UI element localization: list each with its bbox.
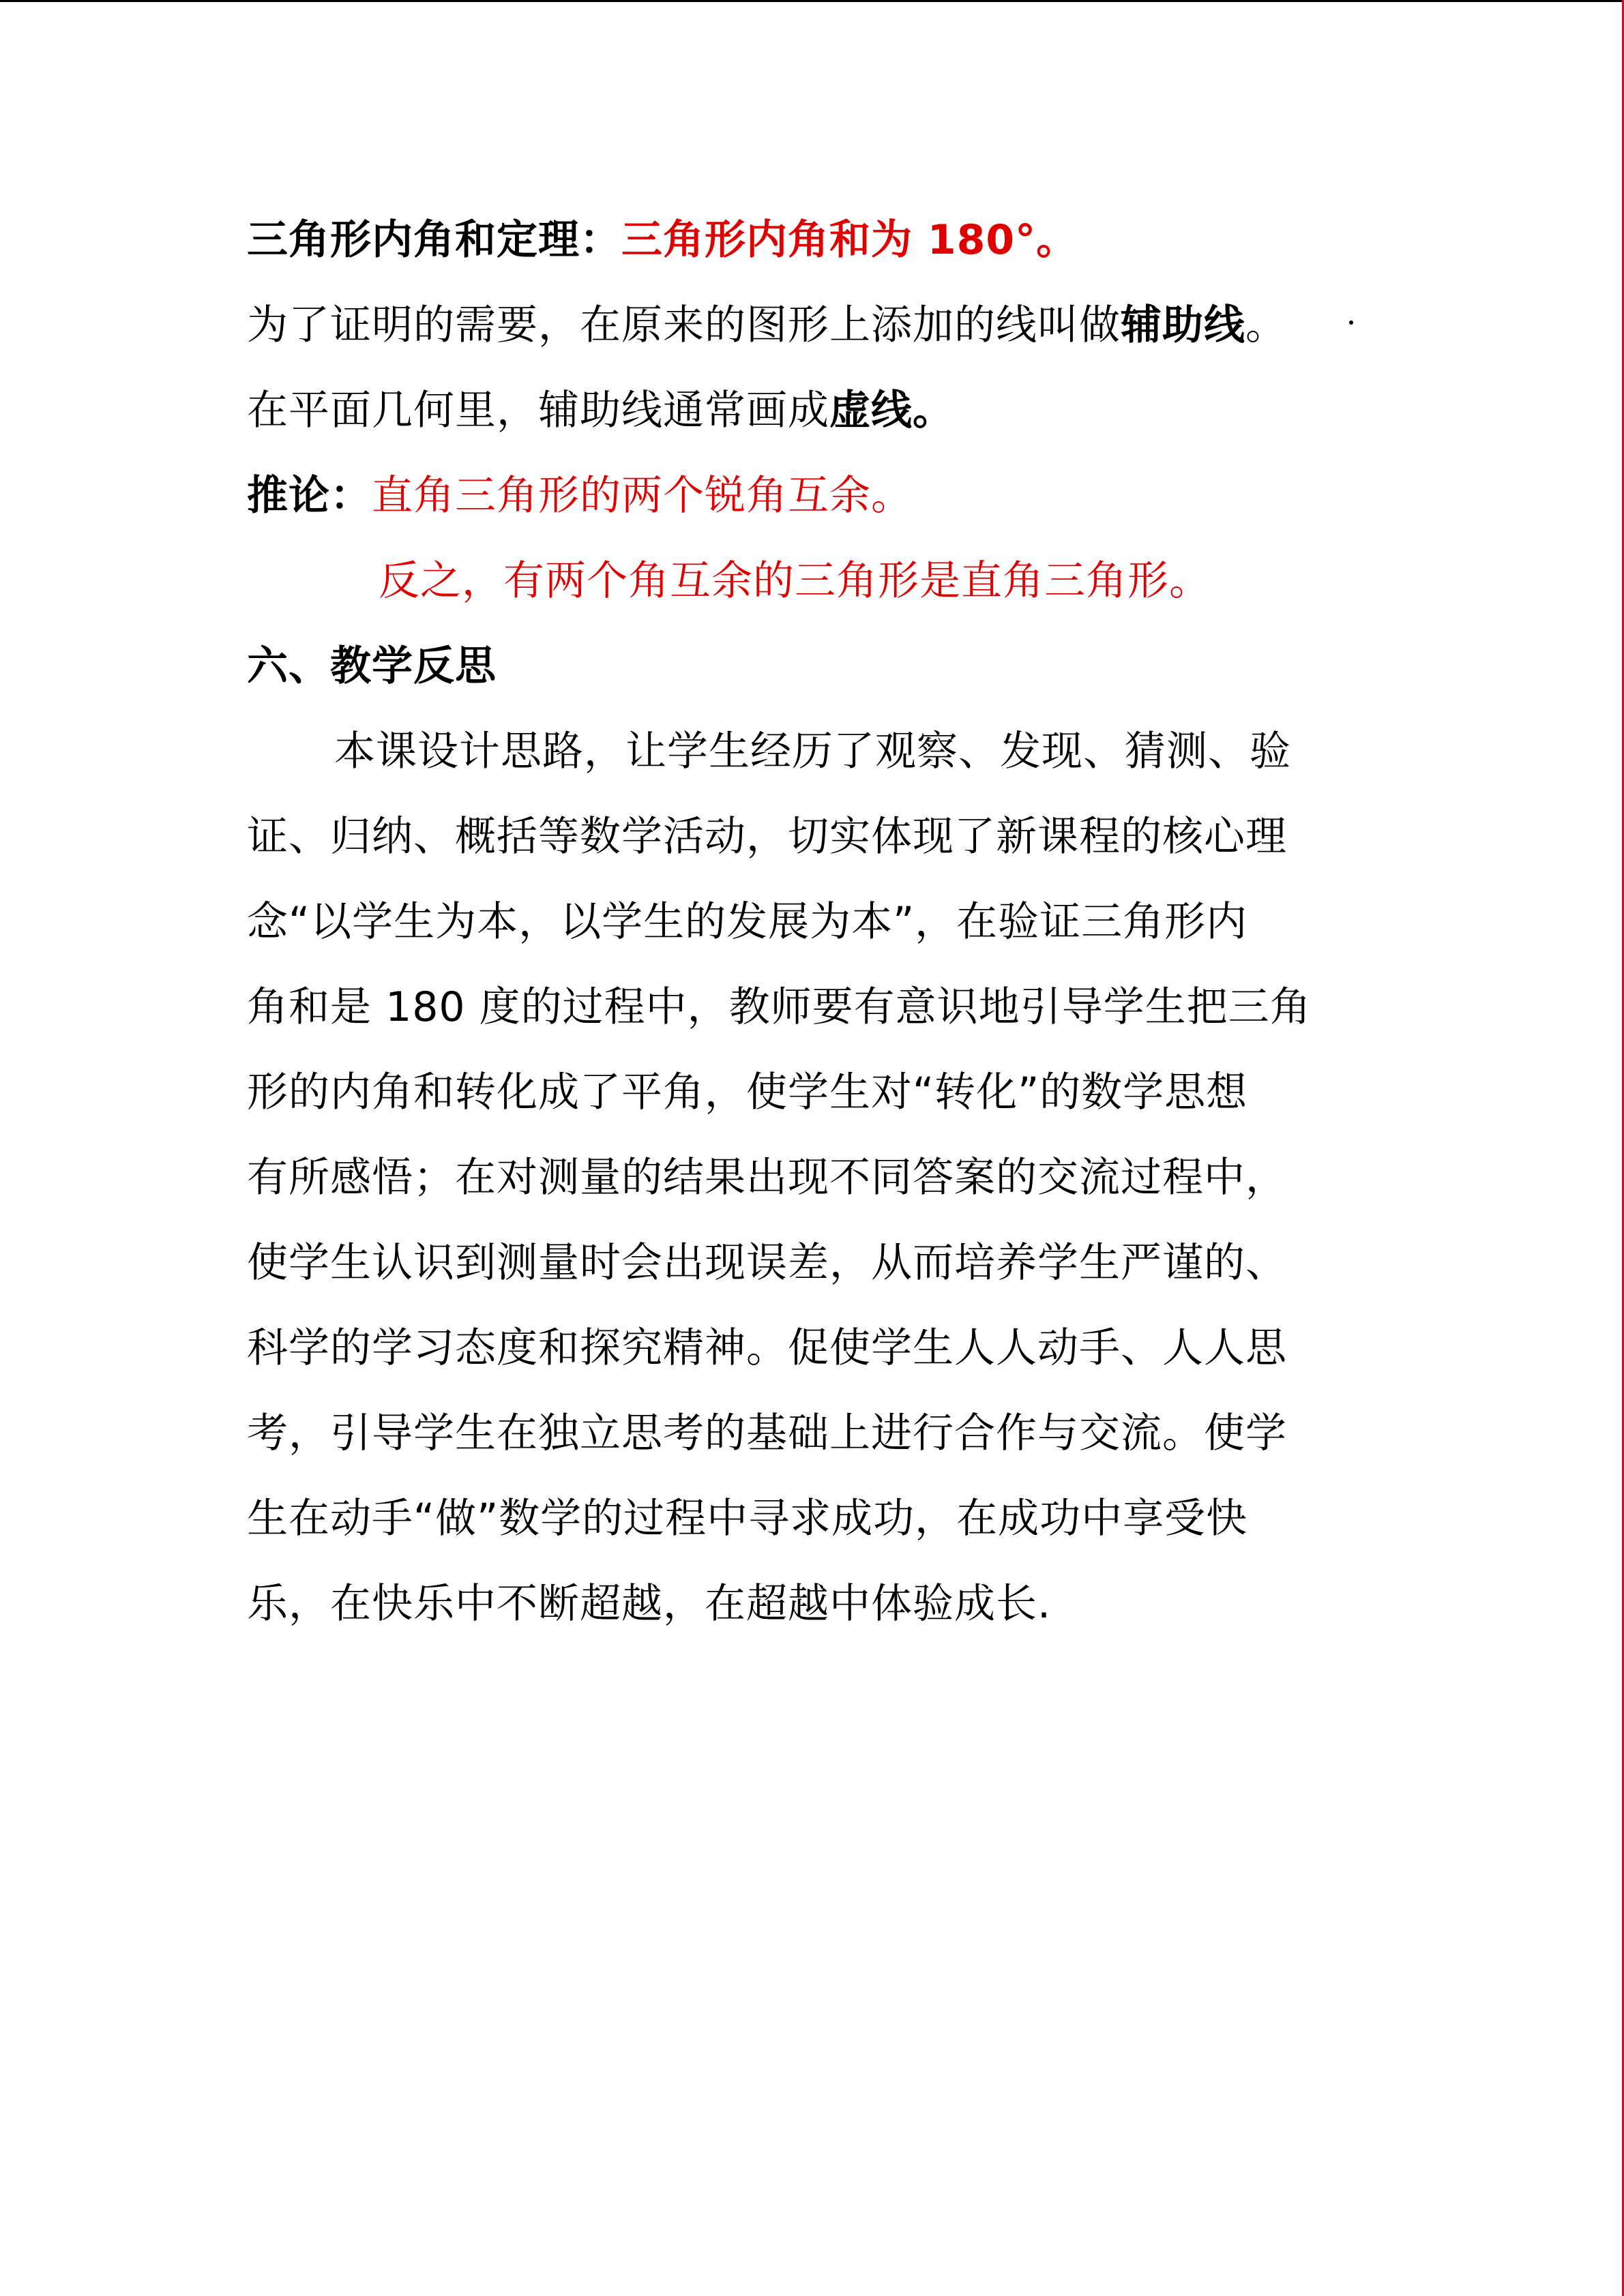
auxiliary-definition-end: 。 — [1245, 301, 1287, 349]
reflection-line: 科学的学习态度和探究精神。促使学生人人动手、人人思 — [247, 1324, 1287, 1372]
document-page — [247, 198, 1345, 1647]
reflection-line: 有所感悟；在对测量的结果出现不同答案的交流过程中， — [247, 1154, 1287, 1202]
page-top-border — [0, 0, 1624, 2]
corollary-statement: 直角三角形的两个锐角互余。 — [372, 472, 913, 520]
reflection-line: 念“以学生为本，以学生的发展为本”，在验证三角形内 — [247, 898, 1248, 946]
corollary-line — [247, 453, 1345, 539]
reflection-line: 形的内角和转化成了平角，使学生对“转化”的数学思想 — [247, 1069, 1248, 1116]
reflection-line: 乐，在快乐中不断超越，在超越中体验成长. — [247, 1580, 1052, 1628]
reflection-line: 证、归纳、概括等数学活动，切实体现了新课程的核心理 — [247, 813, 1287, 861]
reflection-line: 考，引导学生在独立思考的基础上进行合作与交流。使学 — [247, 1410, 1287, 1457]
section-heading: 六、教学反思 — [247, 642, 497, 690]
theorem-line — [247, 198, 1345, 283]
auxiliary-line-drawing — [247, 368, 1345, 453]
reflection-line: 生在动手“做”数学的过程中寻求成功，在成功中享受快 — [247, 1495, 1248, 1542]
corollary-converse: 反之，有两个角互余的三角形是直角三角形。 — [379, 557, 1211, 605]
theorem-statement: 三角形内角和为 180°。 — [621, 216, 1078, 264]
reflection-line: 使学生认识到测量时会出现误差，从而培养学生严谨的、 — [247, 1239, 1287, 1287]
stray-dot-mark — [1349, 320, 1353, 325]
reflection-line: 本课设计思路，让学生经历了观察、发现、猜测、验 — [334, 728, 1291, 775]
reflection-line: 角和是 180 度的过程中，教师要有意识地引导学生把三角 — [247, 983, 1312, 1031]
auxiliary-term: 辅助线 — [1121, 301, 1245, 349]
corollary-label: 推论： — [247, 472, 372, 520]
auxiliary-drawing-text: 在平面几何里，辅助线通常画成 — [247, 387, 829, 434]
theorem-label: 三角形内角和定理： — [247, 216, 621, 264]
auxiliary-line-definition — [247, 283, 1345, 368]
dashed-line-term: 虚线。 — [829, 387, 954, 434]
corollary-converse-line — [247, 539, 1345, 624]
auxiliary-definition-text: 为了证明的需要，在原来的图形上添加的线叫做 — [247, 301, 1121, 349]
